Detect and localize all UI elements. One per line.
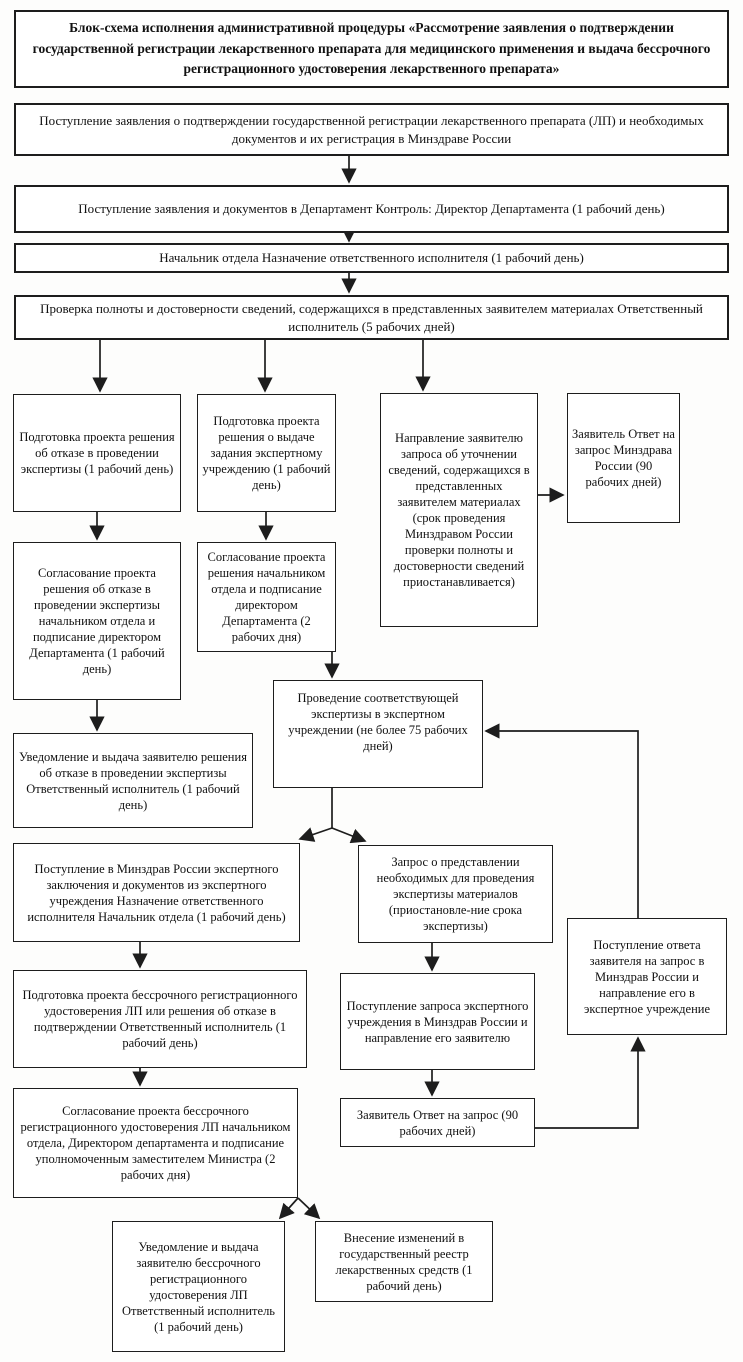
node-department-control: Поступление заявления и документов в Департамент Контроль: Директор Департамента (1 рабочий день) xyxy=(14,185,729,233)
arrow-applicant-response-to-receipt-answer xyxy=(535,1038,638,1128)
node-applicant-response: Заявитель Ответ на запрос (90 рабочих дней) xyxy=(340,1098,535,1147)
node-expertise: Проведение соответствующей экспертизы в экспертном учреждении (не более 75 рабочих дней) xyxy=(273,680,483,788)
arrow-expertise-to-receipt-conclusion xyxy=(300,828,332,839)
node-title: Блок-схема исполнения административной процедуры «Рассмотрение заявления о подтверждении государственной регистрации лекарственного препарата для медицинского применения и выдача бессрочного регистрационного удостоверения лекарственного препарата» xyxy=(14,10,729,88)
node-chief-assignment: Начальник отдела Назначение ответственного исполнителя (1 рабочий день) xyxy=(14,243,729,273)
node-request-clarification: Направление заявителю запроса об уточнении сведений, содержащихся в представленных заявителем материалах (срок проведения Минздравом России проверки полноты и достоверности сведений приостанавливается) xyxy=(380,393,538,627)
node-approve-certificate: Согласование проекта бессрочного регистрационного удостоверения ЛП начальником отдела, Директором департамента и подписание уполномоченным заместителем Министра (2 рабочих дня) xyxy=(13,1088,298,1198)
node-approve-decision-draft: Согласование проекта решения начальником отдела и подписание директором Департамента (2 рабочих дня) xyxy=(197,542,336,652)
node-register-changes: Внесение изменений в государственный реестр лекарственных средств (1 рабочий день) xyxy=(315,1221,493,1302)
node-completeness-check: Проверка полноты и достоверности сведений, содержащихся в представленных заявителем материалах Ответственный исполнитель (5 рабочих дней) xyxy=(14,295,729,340)
node-receipt-expert-request: Поступление запроса экспертного учреждения в Минздрав России и направление его заявителю xyxy=(340,973,535,1070)
arrow-approve-certificate-to-register-changes xyxy=(298,1198,319,1218)
node-prepare-certificate-draft: Подготовка проекта бессрочного регистрационного удостоверения ЛП или решения об отказе в подтверждении Ответственный исполнитель (1 рабочий день) xyxy=(13,970,307,1068)
node-request-materials: Запрос о представлении необходимых для проведения экспертизы материалов (приостановле-ние срока экспертизы) xyxy=(358,845,553,943)
node-approve-refusal-draft: Согласование проекта решения об отказе в проведении экспертизы начальником отдела и подписание директором Департамента (1 рабочий день) xyxy=(13,542,181,700)
node-notify-refusal: Уведомление и выдача заявителю решения об отказе в проведении экспертизы Ответственный исполнитель (1 рабочий день) xyxy=(13,733,253,828)
node-receipt-applicant-answer: Поступление ответа заявителя на запрос в Минздрав России и направление его в экспертное учреждение xyxy=(567,918,727,1035)
node-notify-certificate-issue: Уведомление и выдача заявителю бессрочного регистрационного удостоверения ЛП Ответственный исполнитель (1 рабочий день) xyxy=(112,1221,285,1352)
node-applicant-response-minzdrav: Заявитель Ответ на запрос Минздрава России (90 рабочих дней) xyxy=(567,393,680,523)
node-receipt-application: Поступление заявления о подтверждении государственной регистрации лекарственного препарата (ЛП) и необходимых документов и их регистрация в Минздраве России xyxy=(14,103,729,156)
arrow-expertise-to-request-materials xyxy=(332,828,365,841)
node-prepare-refusal-draft: Подготовка проекта решения об отказе в проведении экспертизы (1 рабочий день) xyxy=(13,394,181,512)
node-receipt-expert-conclusion: Поступление в Минздрав России экспертного заключения и документов из экспертного учреждения Назначение ответственного исполнителя Начальник отдела (1 рабочий день) xyxy=(13,843,300,942)
arrow-approve-certificate-to-notify-certificate xyxy=(280,1198,298,1218)
node-prepare-task-draft: Подготовка проекта решения о выдаче задания экспертному учреждению (1 рабочий день) xyxy=(197,394,336,512)
